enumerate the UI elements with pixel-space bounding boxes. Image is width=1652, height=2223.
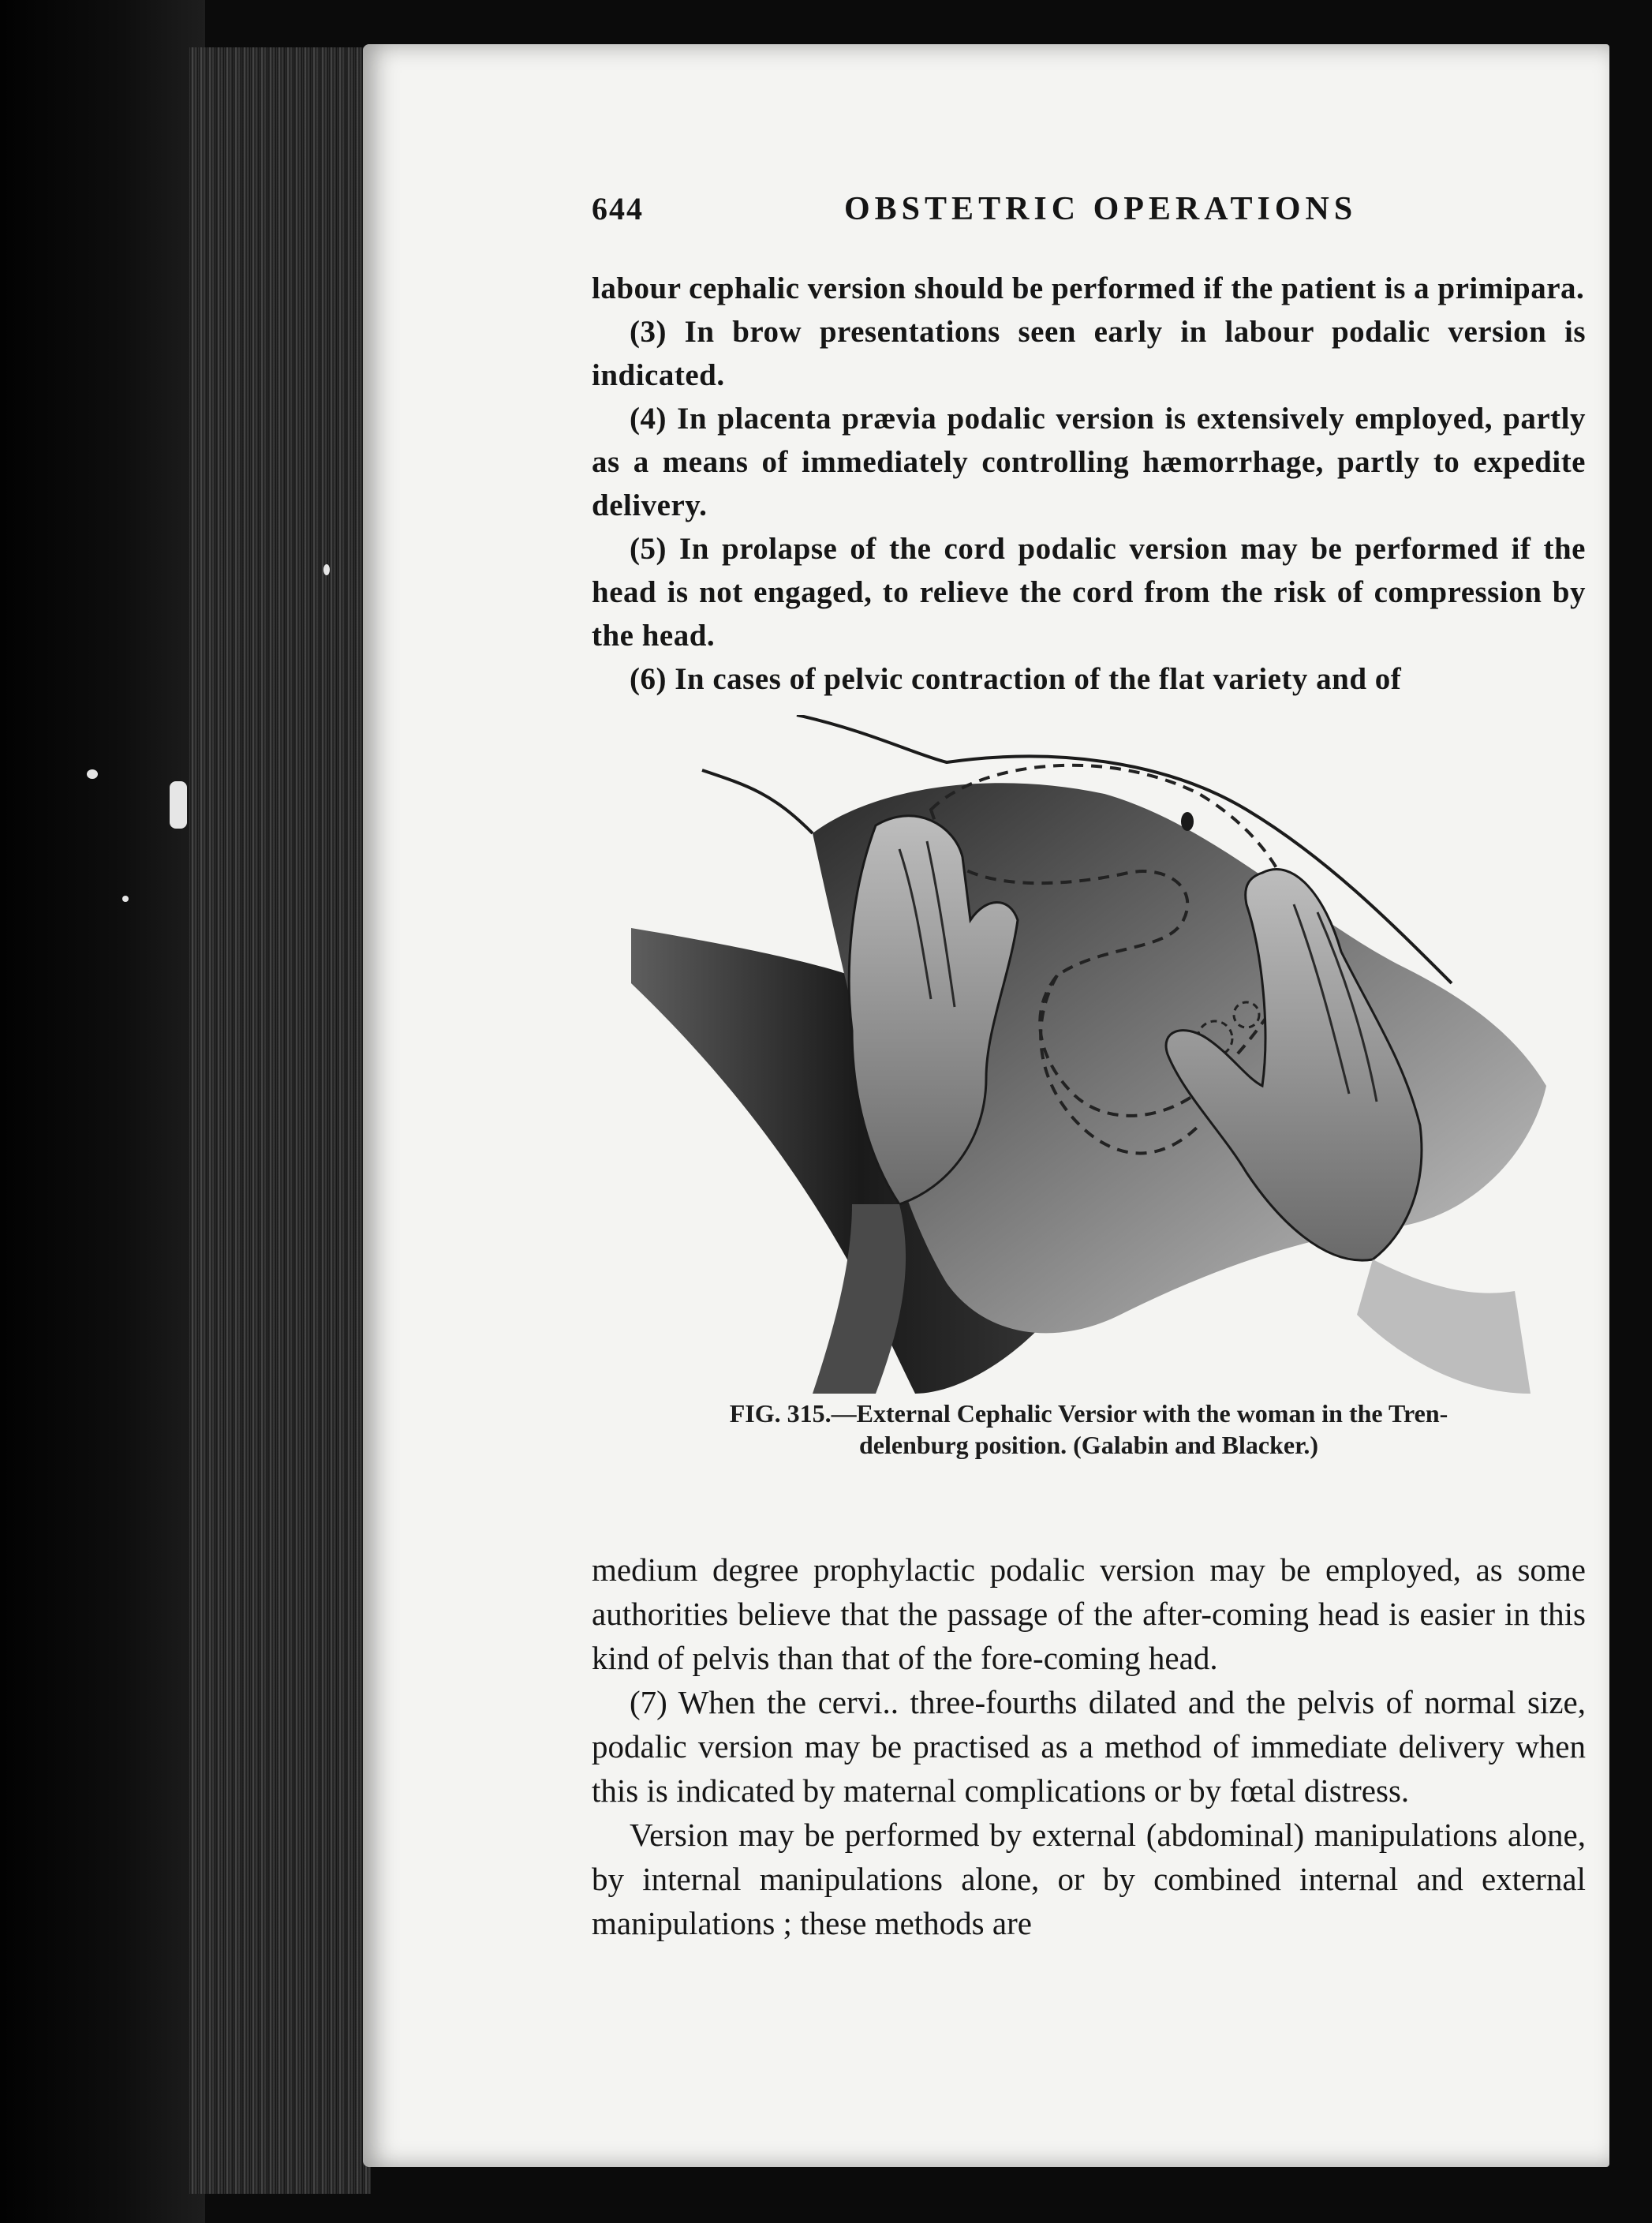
scan-speck [323, 564, 330, 575]
caption-line: FIG. 315.—External Cephalic Versior with the woman in the Tren- [729, 1399, 1448, 1428]
paragraph: labour cephalic version should be performed if the patient is a primipara. [592, 271, 1585, 305]
page-number: 644 [592, 191, 644, 226]
scan-speck [122, 896, 129, 902]
external-version-illustration [615, 715, 1562, 1402]
paragraph: (7) When the cervi.. three-fourths dilated and the pelvis of normal size, podalic version may be practised as a method of immediate delivery when this is indicated by maternal complications or by fœtal distress. [592, 1684, 1586, 1809]
paragraph: (6) In cases of pelvic contraction of the flat variety and of [630, 662, 1402, 696]
paragraph: (5) In prolapse of the cord podalic version may be performed if the head is not engaged, to relieve the cord from the risk of compression by the head. [592, 532, 1586, 653]
paragraph: (3) In brow presentations seen early in labour podalic version is indicated. [592, 315, 1586, 392]
scan-speck [87, 769, 98, 779]
background-dark-area [0, 0, 205, 2223]
paragraph: Version may be performed by external (abdominal) manipulations alone, by internal manipulations alone, or by combined internal and external manipulations ; these methods are [592, 1817, 1586, 1941]
lower-text [592, 1547, 1586, 1945]
running-title: OBSTETRIC OPERATIONS [844, 191, 1358, 227]
paragraph: (4) In placenta prævia podalic version is extensively employed, partly as a means of immediately controlling hæmorrhage, partly to expedite delivery. [592, 402, 1586, 522]
book-page-edges [189, 47, 371, 2194]
book-page [363, 44, 1609, 2167]
upper-text [592, 267, 1586, 701]
paragraph: medium degree prophylactic podalic version may be employed, as some authorities believe that the passage of the after-coming head is easier in this kind of pelvis than that of the fore-coming head. [592, 1551, 1586, 1676]
figure-illustration [615, 715, 1562, 1402]
scan-speck [170, 781, 187, 829]
page-header [592, 190, 1389, 245]
caption-line: delenburg position. (Galabin and Blacker.) [858, 1431, 1319, 1459]
figure-caption [615, 1398, 1562, 1461]
